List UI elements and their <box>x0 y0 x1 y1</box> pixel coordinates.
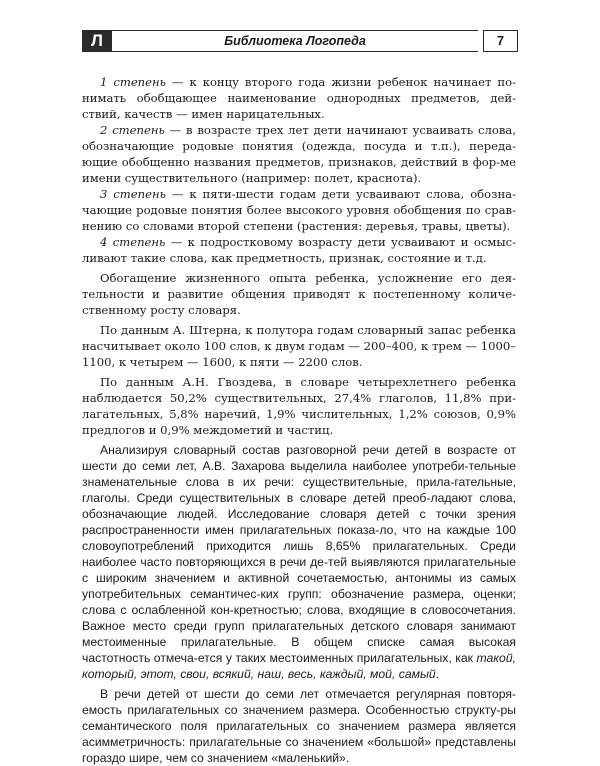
page-body <box>82 74 516 766</box>
paragraph-text: — к подростковому возрасту дети усваивают и осмыс-ливают такие слова, как предметность, признак, состояние и т.д. <box>82 235 517 265</box>
paragraph-stern: По данным А. Штерна, к полутора годам словарный запас ребенка насчитывает около 100 слов, к двум годам — 200–400, к трем — 1000–1100, к четырем — 1600, к пяти — 2200 слов. <box>82 323 516 369</box>
italic-word-list: такой, который, этот, свои, всякий, наш, весь, каждый, мой, самый <box>82 651 516 681</box>
paragraph-degree-4 <box>82 234 516 266</box>
paragraph-degree-1 <box>82 74 516 122</box>
paragraph-gvozdev: По данным А.Н. Гвоздева, в словаре четырехлетнего ребенка наблюдается 50,2% существительных, 27,4% глаголов, 11,8% при-лагательных, 5,8% наречий, 1,9% числительных, 1,2% союзов, 0,9% предлогов и 0,9% междометий и частиц. <box>82 375 516 437</box>
paragraph-text: Анализируя словарный состав разговорной речи детей в возрасте от шести до семи лет, А.В. Захарова выделила наиболее употреби-тельные знаменательные слова в их речи: существительные, прила-гательные, глаголы. Среди существительных в словаре детей преоб-ладают слова, обозначающие людей. Исследование словаря детей с точки зрения распространенности имен прилагательных показа-ло, что на каждые 100 словоупотреблений приходится лишь 8,65% прилагательных. Среди наиболее часто повторяющихся в речи де-тей выявляются прилагательные с широким значением и активной сочетаемостью, антонимы из самых употребительных семантичес-ких групп: обозначение размера, оценки; слова с ослабленной кон-кретностью; слова, входящие в словосочетания. Важное место среди групп прилагательных детского словаря занимают местоименные прилагательные. В общем списке самая высокая частотность отмеча-ется у таких местоименных прилагательных, как <box>82 443 516 665</box>
page-number: 7 <box>483 30 518 52</box>
paragraph-size-adjectives: В речи детей от шести до семи лет отмечается регулярная повторя-емость прилагательных со значением размера. Особенностью структу-ры семантического поля прилагательных со значением размера является асимметричность: прилагательные со значением «большой» представлены гораздо шире, чем со значением «маленький». <box>82 687 516 765</box>
paragraph-text: — к концу второго года жизни ребенок начинает по-нимать обобщающее наименование однородных предметов, дей-ствий, качеств — имен нарицательных. <box>82 75 516 121</box>
degree-label: 2 степень <box>100 123 165 137</box>
paragraph-end: . <box>435 667 440 681</box>
series-logo: Л <box>82 30 112 52</box>
degree-label: 3 степень <box>100 187 166 201</box>
degree-label: 4 степень <box>100 235 166 249</box>
paragraph-experience: Обогащение жизненного опыта ребенка, усложнение его дея-тельности и развитие общения приводят к постепенному количе-ственному росту словаря. <box>82 271 516 317</box>
series-title: Библиотека Логопеда <box>112 30 478 52</box>
paragraph-zakharova <box>82 442 516 682</box>
degree-label: 1 степень <box>100 75 166 89</box>
paragraph-text: — в возрасте трех лет дети начинают усваивать слова, обозначающие родовые понятия (одежда, посуда и т.п.), переда-ющие обобщенно названия предметов, признаков, действий в фор-ме имени существительного (например: полет, краснота). <box>82 123 517 185</box>
paragraph-degree-3 <box>82 186 516 234</box>
paragraph-text: — к пяти-шести годам дети усваивают слова, обозна-чающие родовые понятия более высокого уровня обобщения по срав-нению со словами второй степени (растения: деревья, травы, цветы). <box>82 187 517 233</box>
running-header <box>82 30 516 52</box>
paragraph-degree-2 <box>82 122 516 186</box>
